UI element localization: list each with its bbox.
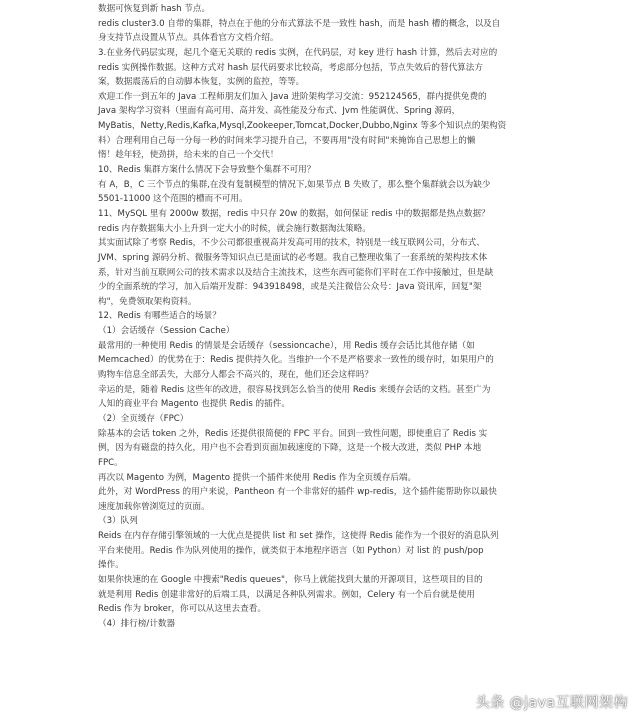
text-line: 幸运的是，随着 Redis 这些年的改进，很容易找到怎么恰当的使用 Redis 来缓存会话的文档。甚至广为	[98, 384, 491, 395]
text-line: 案，数据震荡后的自动脚本恢复，实例的监控，等等。	[98, 77, 305, 88]
text-line: 操作。	[98, 560, 124, 571]
text-line: 构"，免费领取架构资料。	[98, 296, 197, 307]
text-line: 数据可恢复到新 hash 节点。	[98, 4, 211, 14]
watermark-text: 头条 @java互联网架构	[475, 695, 628, 711]
text-line: 惰！趁年轻，使劲拼，给未来的自己一个交代！	[98, 150, 279, 161]
text-line: 料）合理利用自己每一分每一秒的时间来学习提升自己，不要再用"没有时间"来掩饰自己思想上的懒	[98, 135, 476, 146]
text-line: 12、Redis 有哪些适合的场景？	[98, 311, 221, 322]
text-line: 最常用的一种使用 Redis 的情景是会话缓存（sessioncache），用 Redis 缓存会话比其他存储（如	[98, 340, 475, 351]
text-line: 身支持节点设置从节点。具体看官方文档介绍。	[98, 33, 279, 44]
text-line: （3）队列	[98, 516, 138, 527]
text-line: 如果你快速的在 Google 中搜索"Redis queues"，你马上就能找到大量的开源项目，这些项目的目的	[98, 574, 483, 585]
text-line: 其实面试除了考察 Redis，不少公司都很重视高并发高可用的技术，特别是一线互联网公司，分布式、	[98, 238, 485, 249]
text-line: Redis 作为 broker，你可以从这里去查看。	[98, 604, 266, 615]
document-body	[98, 2, 538, 632]
text-line: 再次以 Magento 为例，Magento 提供一个插件来使用 Redis 作为全页缓存后端。	[98, 472, 417, 483]
text-line: Memcached）的优势在于：Redis 提供持久化。当维护一个不是严格要求一致性的缓存时，如果用户的	[98, 355, 494, 366]
text-line: 少的全面系统的学习，加入后端开发群：943918498，或是关注微信公众号：Java 资讯库，回复"架	[98, 282, 482, 293]
text-line: 人知的商业平台 Magento 也提供 Redis 的插件。	[98, 399, 290, 410]
text-line: （4）排行榜/计数器	[98, 618, 176, 629]
text-line: 有 A，B，C 三个节点的集群,在没有复制模型的情况下,如果节点 B 失败了，那么整个集群就会以为缺少	[98, 179, 491, 190]
text-line: 5501-11000 这个范围的槽而不可用。	[98, 194, 248, 205]
text-line: Java 架构学习资料（里面有高可用、高并发、高性能及分布式、Jvm 性能调优、Spring 源码，	[98, 106, 461, 117]
text-line: （2）全页缓存（FPC）	[98, 413, 189, 424]
text-line: 购物车信息全部丢失，大部分人都会不高兴的，现在，他们还会这样吗？	[98, 370, 374, 381]
text-line: FPC。	[98, 457, 123, 468]
text-line: redis 实例操作数据。这种方式对 hash 层代码要求比较高，考虑部分包括，节点失效后的替代算法方	[98, 62, 483, 73]
text-line: 速度加载你曾浏览过的页面。	[98, 501, 210, 512]
text-line: JVM、spring 源码分析、微服务等知识点已是面试的必考题。我自己整理收集了一套系统的架构技术体	[98, 252, 488, 263]
text-line: 除基本的会话 token 之外，Redis 还提供很简便的 FPC 平台。回到一致性问题，即使重启了 Redis 实	[98, 428, 488, 439]
text-line: 欢迎工作一到五年的 Java 工程师朋友们加入 Java 进阶架构学习交流：952124565，群内提供免费的	[98, 91, 487, 102]
text-line: 平台来使用。Redis 作为队列使用的操作，就类似于本地程序语言（如 Python）对 list 的 push/pop	[98, 545, 484, 556]
text-line: 例，因为有磁盘的持久化，用户也不会看到页面加载速度的下降，这是一个极大改进，类似 PHP 本地	[98, 443, 482, 454]
text-line: redis 内存数据集大小上升到一定大小的时候，就会施行数据淘汰策略。	[98, 223, 371, 234]
text-line: 3.在业务代码层实现，起几个毫无关联的 redis 实例，在代码层，对 key 进行 hash 计算，然后去对应的	[98, 47, 498, 58]
watermark	[448, 691, 628, 713]
toutiao-logo-icon	[448, 691, 470, 713]
text-line: 就是利用 Redis 创建非常好的后端工具，以满足各种队列需求。例如，Celery 有一个后台就是使用	[98, 589, 475, 600]
text-line: 此外，对 WordPress 的用户来说，Pantheon 有一个非常好的插件 wp-redis，这个插件能帮助你以最快	[98, 487, 497, 498]
text-line: Reids 在内存存储引擎领域的一大优点是提供 list 和 set 操作，这使得 Redis 能作为一个很好的消息队列	[98, 531, 499, 542]
text-line: 11、MySQL 里有 2000w 数据，redis 中只存 20w 的数据，如何保证 redis 中的数据都是热点数据？	[98, 208, 490, 219]
text-line: 10、Redis 集群方案什么情况下会导致整个集群不可用？	[98, 165, 316, 176]
text-line: MyBatis，Netty,Redis,Kafka,Mysql,Zookeeper,Tomcat,Docker,Dubbo,Nginx 等多个知识点的架构资	[98, 121, 507, 132]
text-line: （1）会话缓存（Session Cache）	[98, 326, 235, 337]
text-line: 系，针对当前互联网公司的技术需求以及结合主流技术，这些东西可能你们平时在工作中接触过，但是缺	[98, 267, 494, 278]
text-line: redis cluster3.0 自带的集群，特点在于他的分布式算法不是一致性 hash，而是 hash 槽的概念，以及自	[98, 18, 501, 29]
